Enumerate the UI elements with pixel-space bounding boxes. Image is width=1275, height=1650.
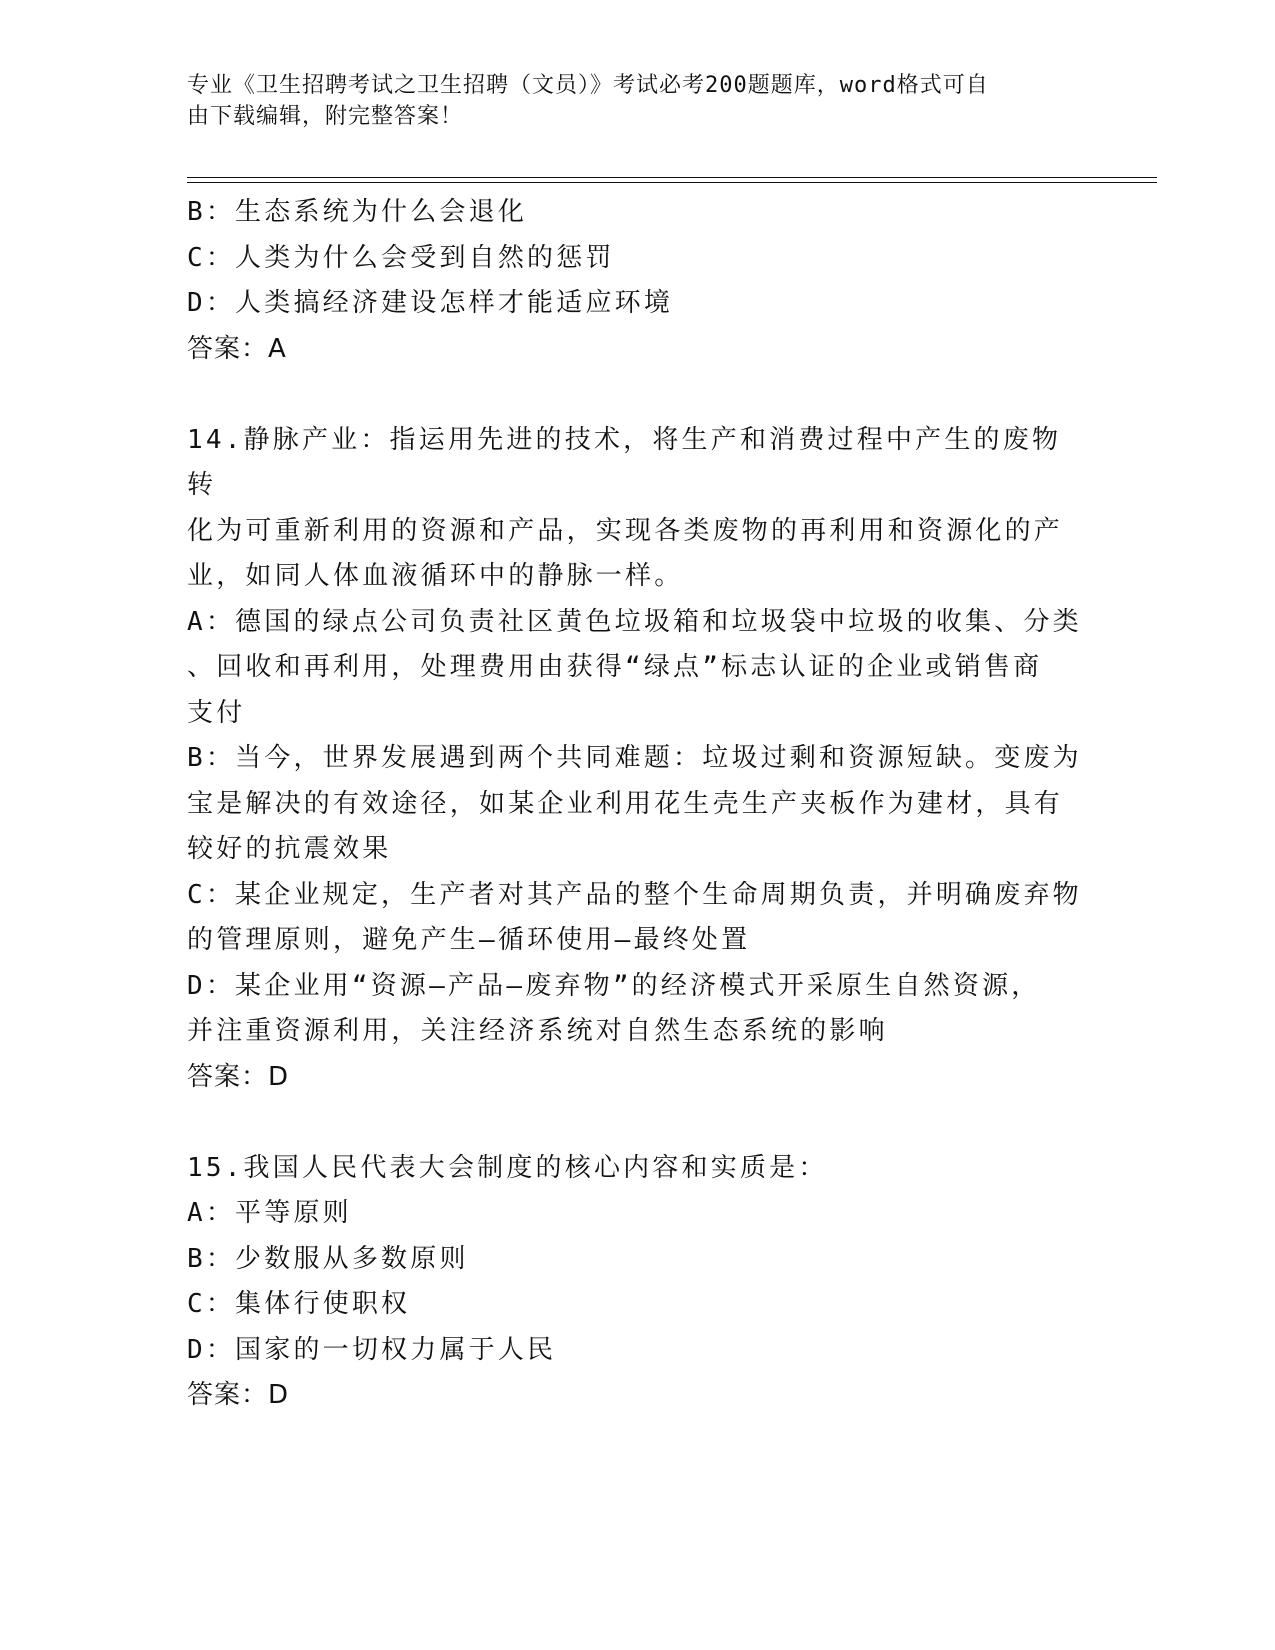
document-body bbox=[187, 190, 1087, 1419]
question-stem-line: 化为可重新利用的资源和产品，实现各类废物的再利用和资源化的产 bbox=[187, 515, 1064, 546]
answer-label: 答案：D bbox=[187, 1380, 290, 1410]
question-stem-line: 业，如同人体血液循环中的静脉一样。 bbox=[187, 561, 684, 591]
header-divider-top bbox=[187, 177, 1157, 178]
option-a-line: A：德国的绿点公司负责社区黄色垃圾箱和垃圾袋中垃圾的收集、分类 bbox=[187, 606, 1082, 637]
question-stem-line: 14.静脉产业：指运用先进的技术，将生产和消费过程中产生的废物转 bbox=[187, 424, 1062, 500]
option-d: D：国家的一切权力属于人民 bbox=[187, 1334, 557, 1365]
option-d: D：人类搞经济建设怎样才能适应环境 bbox=[187, 288, 674, 318]
option-a-line: 、回收和再利用，处理费用由获得“绿点”标志认证的企业或销售商 bbox=[187, 652, 1043, 682]
option-b-line: 较好的抗震效果 bbox=[187, 834, 392, 864]
question-stem-line: 15.我国人民代表大会制度的核心内容和实质是： bbox=[187, 1152, 828, 1183]
option-b-line: B：当今，世界发展遇到两个共同难题：垃圾过剩和资源短缺。变废为 bbox=[187, 743, 1082, 773]
header-title-line-2: 由下载编辑，附完整答案！ bbox=[187, 104, 464, 129]
answer-label: 答案：A bbox=[187, 333, 287, 364]
header-title-line-1: 专业《卫生招聘考试之卫生招聘（文员）》考试必考200题题库，word格式可自 bbox=[187, 73, 989, 98]
option-b: B：少数服从多数原则 bbox=[187, 1243, 469, 1274]
option-d-line: 并注重资源利用，关注经济系统对自然生态系统的影响 bbox=[187, 1016, 888, 1046]
question-15 bbox=[187, 1146, 1087, 1419]
option-d-line: D：某企业用“资源—产品—废弃物”的经济模式开采原生自然资源， bbox=[187, 970, 1041, 1001]
question-14 bbox=[187, 418, 1087, 1101]
option-a: A：平等原则 bbox=[187, 1198, 352, 1228]
question-13-tail bbox=[187, 190, 1087, 372]
answer-label: 答案：D bbox=[187, 1061, 290, 1092]
option-a-line: 支付 bbox=[187, 697, 246, 728]
option-b-line: 宝是解决的有效途径，如某企业利用花生壳生产夹板作为建材，具有 bbox=[187, 788, 1064, 819]
option-c-line: 的管理原则，避免产生—循环使用—最终处置 bbox=[187, 925, 751, 955]
header-divider-bottom bbox=[187, 182, 1157, 183]
document-header bbox=[187, 70, 1077, 132]
question-spacer bbox=[187, 372, 1087, 418]
option-c: C：人类为什么会受到自然的惩罚 bbox=[187, 242, 615, 273]
question-spacer bbox=[187, 1100, 1087, 1146]
option-c-line: C：某企业规定，生产者对其产品的整个生命周期负责，并明确废弃物 bbox=[187, 879, 1082, 910]
option-b: B：生态系统为什么会退化 bbox=[187, 197, 528, 227]
option-c: C：集体行使职权 bbox=[187, 1289, 411, 1319]
